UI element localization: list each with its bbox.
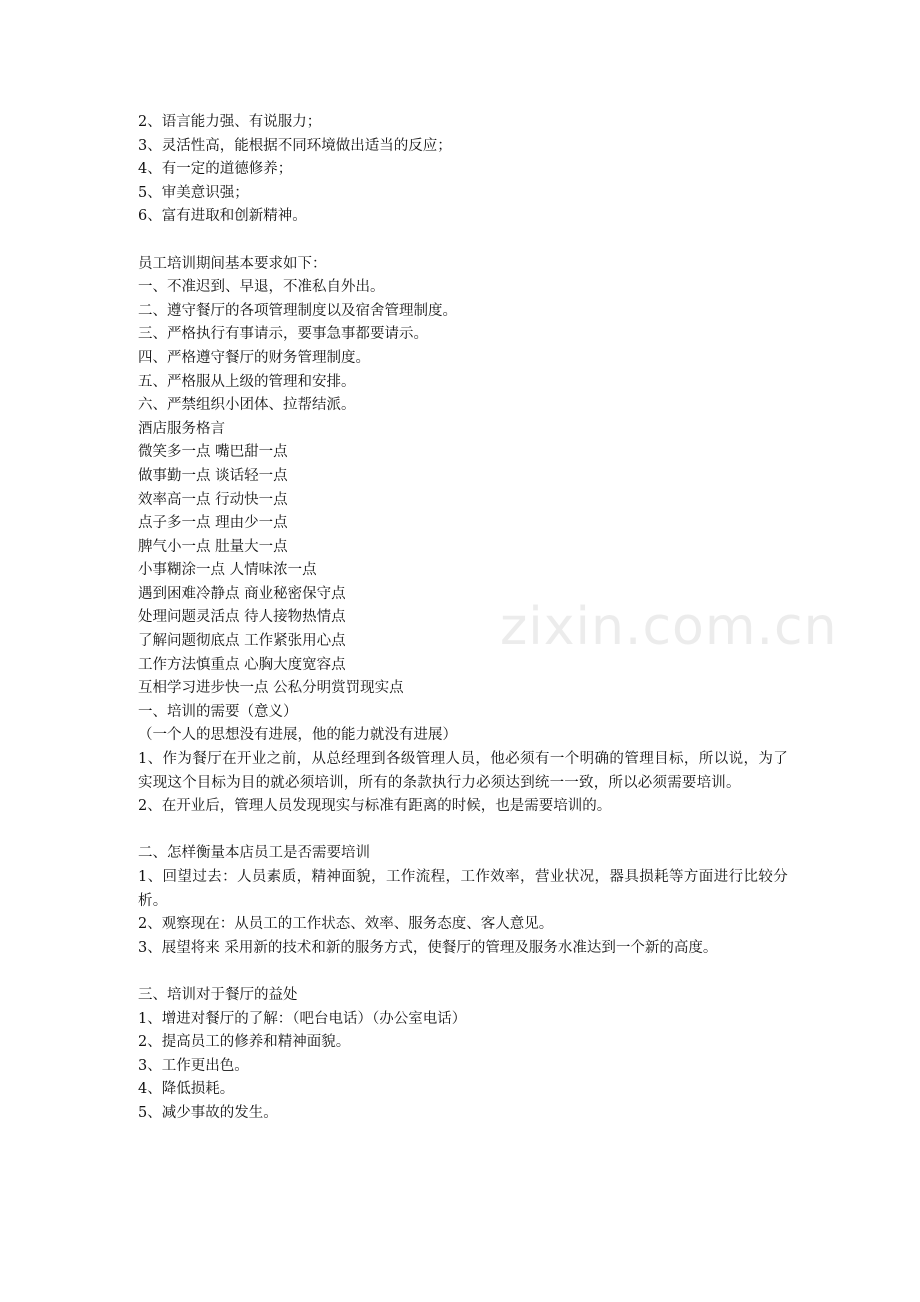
text-line: 2、语言能力强、有说服力； — [138, 114, 322, 130]
text-line: 一、不准迟到、早退，不准私自外出。 — [138, 279, 385, 296]
blank-line — [138, 960, 788, 984]
text-line: 四、严格遵守餐厅的财务管理制度。 — [138, 349, 370, 366]
text-line: 4、有一定的道德修养； — [138, 161, 293, 178]
text-line: 二、遵守餐厅的各项管理制度以及宿舍管理制度。 — [138, 302, 457, 319]
text-line: 五、严格服从上级的管理和安排。 — [138, 373, 356, 390]
motto-line: 做事勤一点 谈话轻一点 — [138, 467, 288, 484]
motto-line: 微笑多一点 嘴巴甜一点 — [138, 444, 288, 461]
text-line: 2、观察现在：从员工的工作状态、效率、服务态度、客人意见。 — [138, 916, 554, 933]
section-heading: 员工培训期间基本要求如下： — [138, 255, 327, 272]
section-heading: 酒店服务格言 — [138, 420, 225, 437]
document-body — [138, 111, 788, 1126]
text-line: 3、工作更出色。 — [138, 1057, 249, 1074]
motto-line: 工作方法慎重点 心胸大度宽容点 — [138, 656, 346, 673]
text-line: 2、提高员工的修养和精神面貌。 — [138, 1034, 351, 1051]
text-line: 1、增进对餐厅的了解：（吧台电话）（办公室电话） — [138, 1010, 467, 1027]
text-line: 5、审美意识强； — [138, 184, 249, 201]
text-line: 3、展望将来 采用新的技术和新的服务方式，使餐厅的管理及服务水准达到一个新的高度。 — [138, 939, 718, 956]
paragraph: 1、作为餐厅在开业之前，从总经理到各级管理人员，他必须有一个明确的管理目标，所以说，为了实现这个目标为目的就必须培训，所有的条款执行力必须达到统一一致，所以必须需要培训。 — [138, 751, 788, 791]
text-line: 5、减少事故的发生。 — [138, 1104, 278, 1121]
watermark: zixin.com.cn — [500, 597, 838, 657]
motto-line: 遇到困难冷静点 商业秘密保守点 — [138, 585, 346, 602]
motto-line: 互相学习进步快一点 公私分明赏罚现实点 — [138, 680, 404, 697]
section-heading: 三、培训对于餐厅的益处 — [138, 986, 298, 1003]
motto-line: 了解问题彻底点 工作紧张用心点 — [138, 633, 346, 650]
text-line: 2、在开业后，管理人员发现现实与标准有距离的时候，也是需要培训的。 — [138, 798, 612, 815]
paragraph: 1、回望过去：人员素质，精神面貌，工作流程，工作效率，营业状况，器具损耗等方面进行比较分析。 — [138, 869, 788, 909]
text-line: （一个人的思想没有进展，他的能力就没有进展） — [138, 727, 457, 744]
text-line: 6、富有进取和创新精神。 — [138, 208, 307, 225]
text-line: 4、降低损耗。 — [138, 1081, 235, 1098]
blank-line — [138, 819, 788, 843]
text-line: 三、严格执行有事请示，要事急事都要请示。 — [138, 326, 428, 343]
text-line: 六、严禁组织小团体、拉帮结派。 — [138, 397, 356, 414]
section-heading: 一、培训的需要（意义） — [138, 703, 298, 720]
motto-line: 脾气小一点 肚量大一点 — [138, 538, 288, 555]
motto-line: 效率高一点 行动快一点 — [138, 491, 288, 508]
motto-line: 处理问题灵活点 待人接物热情点 — [138, 609, 346, 626]
text-line: 3、灵活性高，能根据不同环境做出适当的反应； — [138, 137, 452, 154]
motto-line: 小事糊涂一点 人情味浓一点 — [138, 562, 317, 579]
section-heading: 二、怎样衡量本店员工是否需要培训 — [138, 845, 370, 862]
motto-line: 点子多一点 理由少一点 — [138, 515, 288, 532]
blank-line — [138, 229, 788, 253]
